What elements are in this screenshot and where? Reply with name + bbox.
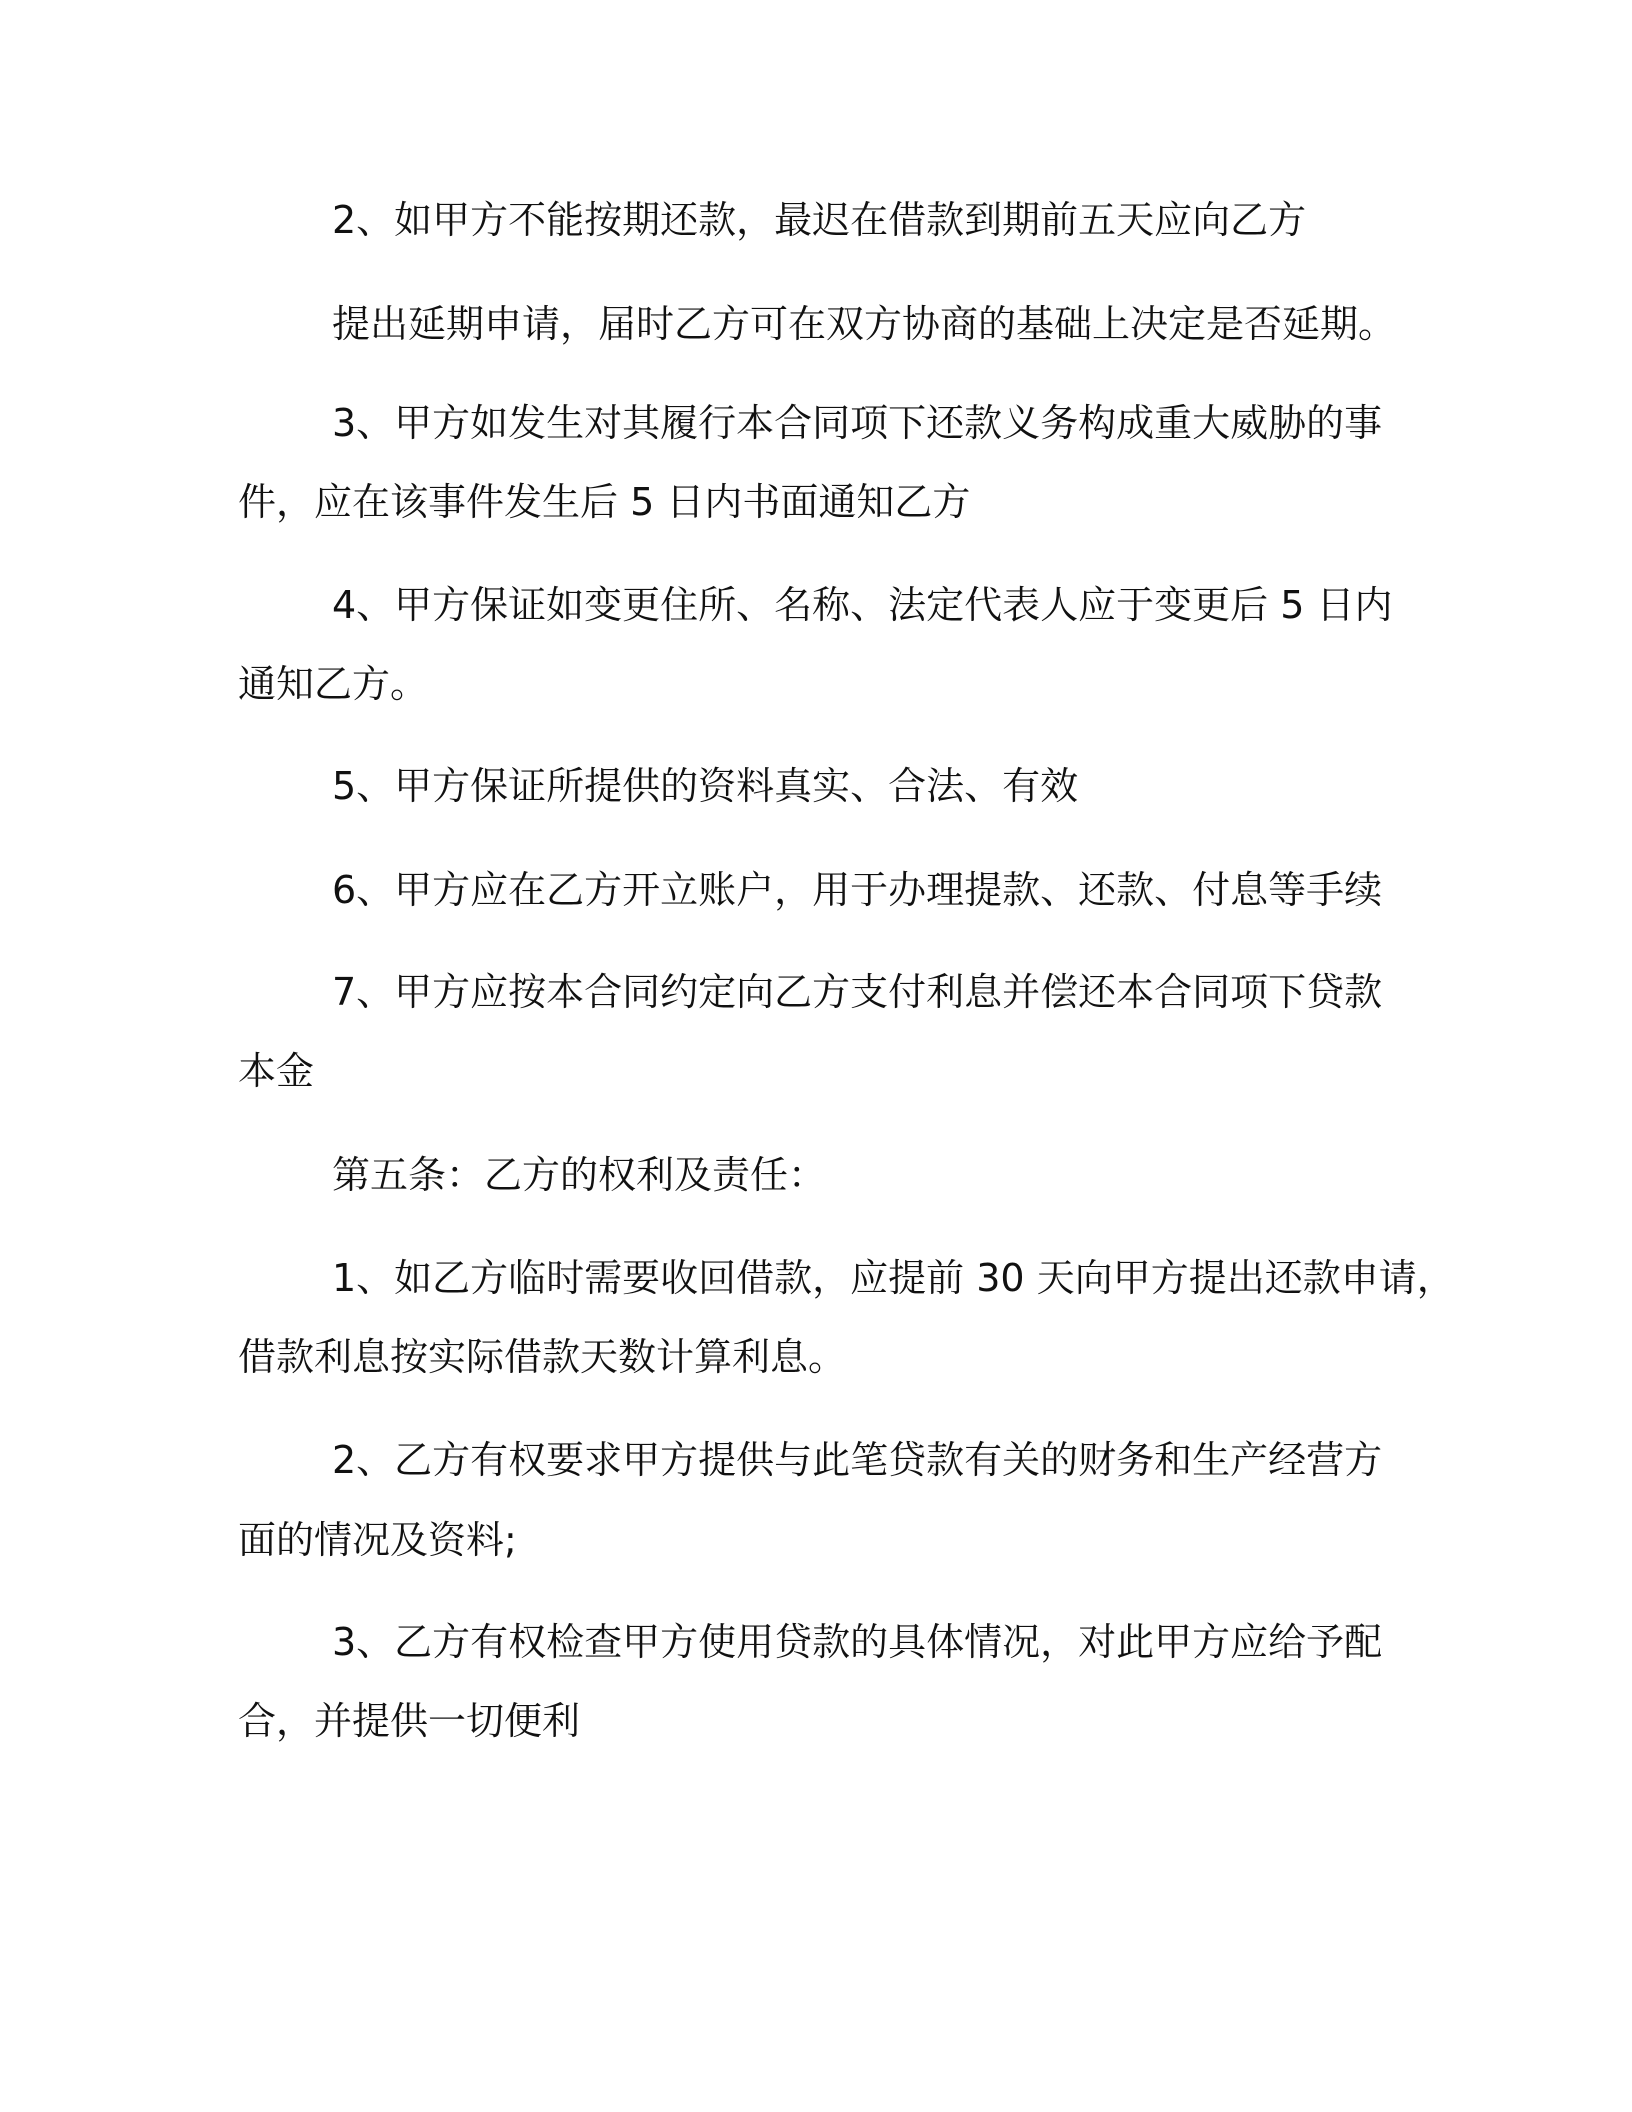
text-line-item-7-continued: 本金 xyxy=(238,1049,315,1093)
text-line-item-2: 2、如甲方不能按期还款，最迟在借款到期前五天应向乙方 xyxy=(332,198,1307,242)
text-line-item-7: 7、甲方应按本合同约定向乙方支付利息并偿还本合同项下贷款 xyxy=(332,970,1383,1014)
text-line-item-3-continued: 件，应在该事件发生后 5 日内书面通知乙方 xyxy=(238,480,971,524)
text-line-item-4: 4、甲方保证如变更住所、名称、法定代表人应于变更后 5 日内 xyxy=(332,583,1393,627)
text-line-item-4-continued: 通知乙方。 xyxy=(238,662,429,706)
text-line-item-6: 6、甲方应在乙方开立账户，用于办理提款、还款、付息等手续 xyxy=(332,868,1383,912)
text-line-article5-item-1: 1、如乙方临时需要收回借款，应提前 30 天向甲方提出还款申请， xyxy=(332,1256,1455,1300)
text-line-article5-item-3-continued: 合，并提供一切便利 xyxy=(238,1699,581,1743)
text-line-article5-item-2: 2、乙方有权要求甲方提供与此笔贷款有关的财务和生产经营方 xyxy=(332,1438,1383,1482)
section-heading-article-5: 第五条：乙方的权利及责任： xyxy=(332,1153,827,1197)
text-line-article5-item-3: 3、乙方有权检查甲方使用贷款的具体情况，对此甲方应给予配 xyxy=(332,1620,1383,1664)
text-line-article5-item-1-continued: 借款利息按实际借款天数计算利息。 xyxy=(238,1335,847,1379)
text-line-item-3: 3、甲方如发生对其履行本合同项下还款义务构成重大威胁的事 xyxy=(332,401,1383,445)
text-line-item-2-continued: 提出延期申请，届时乙方可在双方协商的基础上决定是否延期。 xyxy=(332,302,1397,346)
text-line-item-5: 5、甲方保证所提供的资料真实、合法、有效 xyxy=(332,764,1079,808)
text-line-article5-item-2-continued: 面的情况及资料; xyxy=(238,1518,517,1562)
